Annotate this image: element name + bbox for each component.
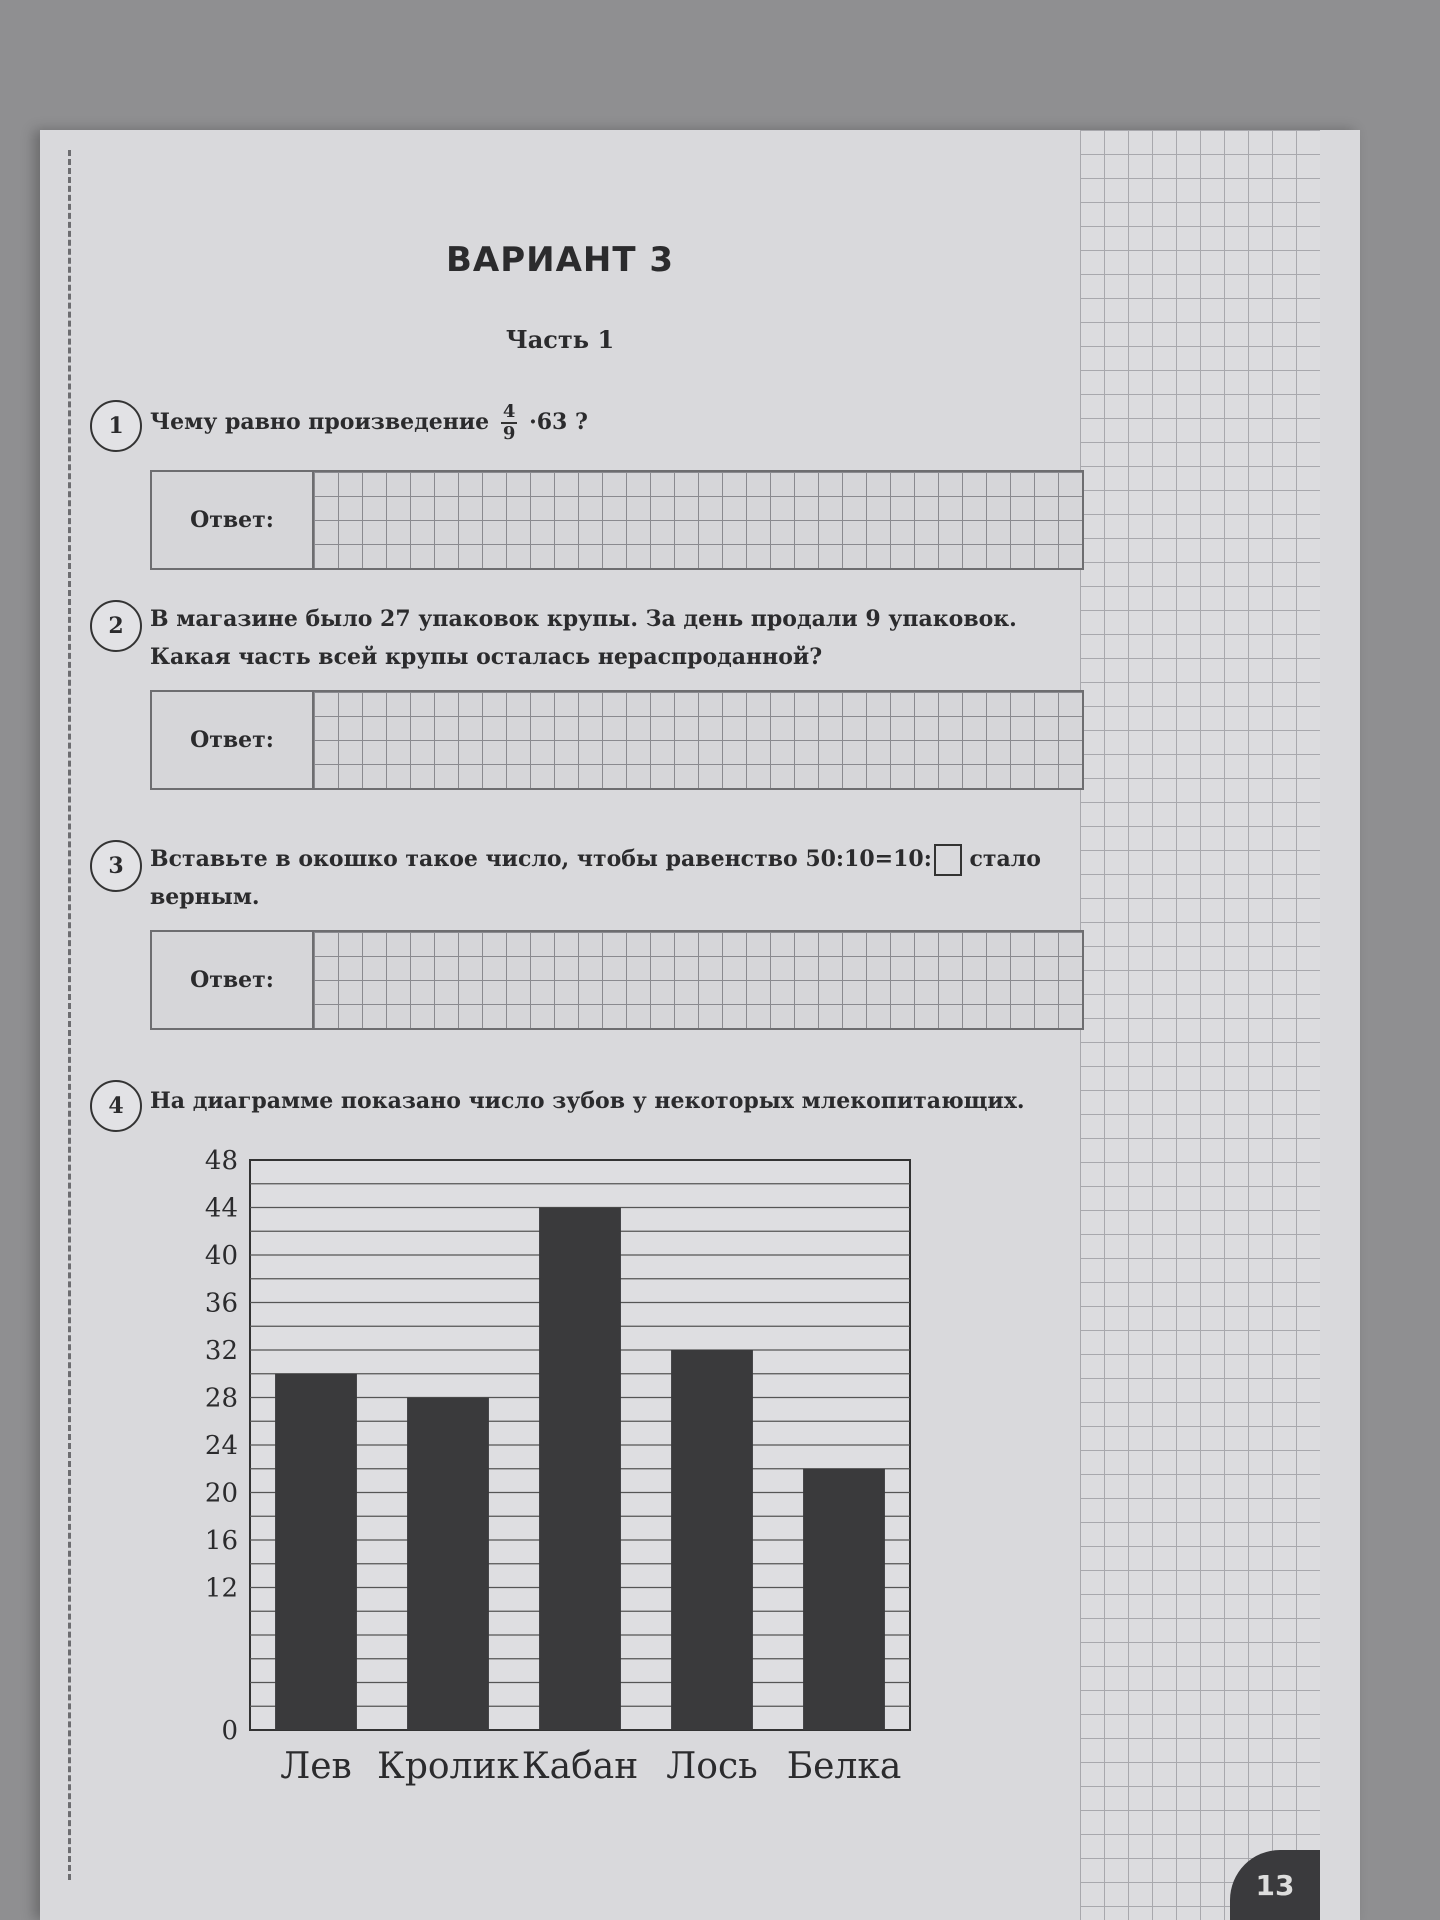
teeth-bar-chart bbox=[120, 1140, 1080, 1860]
workbook-page bbox=[40, 130, 1360, 1920]
question-1-number: 1 bbox=[90, 400, 142, 452]
answer-label: Ответ: bbox=[190, 727, 274, 753]
x-tick-label: Белка bbox=[786, 1746, 902, 1787]
answer-box-3 bbox=[150, 930, 1084, 1030]
question-3-text bbox=[150, 840, 1080, 916]
grid-margin bbox=[1080, 130, 1320, 1920]
blank-box bbox=[934, 844, 962, 876]
answer-label: Ответ: bbox=[190, 967, 274, 993]
question-4-number: 4 bbox=[90, 1080, 142, 1132]
answer-box-1 bbox=[150, 470, 1084, 570]
x-tick-label: Лев bbox=[280, 1746, 352, 1787]
bar-3 bbox=[539, 1208, 621, 1731]
x-tick-label: Лось bbox=[666, 1746, 758, 1787]
y-tick-label: 40 bbox=[204, 1241, 238, 1271]
question-1-text-before: Чему равно произведение bbox=[150, 409, 490, 435]
chart-y-ticks bbox=[205, 1146, 238, 1746]
fraction-denominator: 9 bbox=[502, 423, 516, 444]
chart-x-labels bbox=[280, 1746, 901, 1787]
bar-5 bbox=[803, 1469, 885, 1730]
question-2-text: В магазине было 27 упаковок крупы. За день продали 9 упаковок. Какая часть всей крупы осталась нераспроданной? bbox=[150, 606, 1017, 670]
answer-cells-1[interactable] bbox=[312, 472, 1082, 568]
bar-2 bbox=[407, 1398, 489, 1731]
question-3-number: 3 bbox=[90, 840, 142, 892]
y-tick-label: 20 bbox=[204, 1478, 238, 1509]
y-tick-label: 36 bbox=[204, 1288, 238, 1319]
x-tick-label: Кролик bbox=[377, 1746, 519, 1787]
question-1-fraction bbox=[501, 402, 518, 444]
y-tick-label: 28 bbox=[204, 1383, 238, 1414]
page-number: 13 bbox=[1230, 1850, 1320, 1920]
part-title: Часть 1 bbox=[505, 325, 615, 354]
answer-cells-3[interactable] bbox=[312, 932, 1082, 1028]
question-1-text bbox=[150, 402, 1080, 444]
answer-box-2 bbox=[150, 690, 1084, 790]
answer-label: Ответ: bbox=[190, 507, 274, 533]
question-3-text-after: стало верным. bbox=[150, 846, 1041, 910]
y-tick-label: 12 bbox=[204, 1573, 238, 1604]
y-tick-label: 32 bbox=[204, 1336, 238, 1366]
question-2-number: 2 bbox=[90, 600, 142, 652]
y-tick-label: 16 bbox=[204, 1526, 238, 1556]
y-tick-label: 0 bbox=[221, 1716, 238, 1746]
question-4-text: На диаграмме показано число зубов у некоторых млекопитающих. bbox=[150, 1088, 1025, 1114]
bar-1 bbox=[275, 1374, 357, 1730]
y-tick-label: 24 bbox=[204, 1431, 238, 1461]
y-tick-label: 44 bbox=[204, 1193, 238, 1224]
y-tick-label: 48 bbox=[204, 1146, 238, 1176]
question-1-text-after: ·63 ? bbox=[529, 409, 588, 435]
x-tick-label: Кабан bbox=[521, 1746, 639, 1787]
cut-line bbox=[68, 150, 71, 1880]
question-3-text-before: Вставьте в окошко такое число, чтобы равенство 50:10=10: bbox=[150, 846, 932, 872]
fraction-numerator: 4 bbox=[502, 401, 516, 422]
variant-title: ВАРИАНТ 3 bbox=[445, 240, 675, 280]
answer-cells-2[interactable] bbox=[312, 692, 1082, 788]
bar-4 bbox=[671, 1350, 753, 1730]
